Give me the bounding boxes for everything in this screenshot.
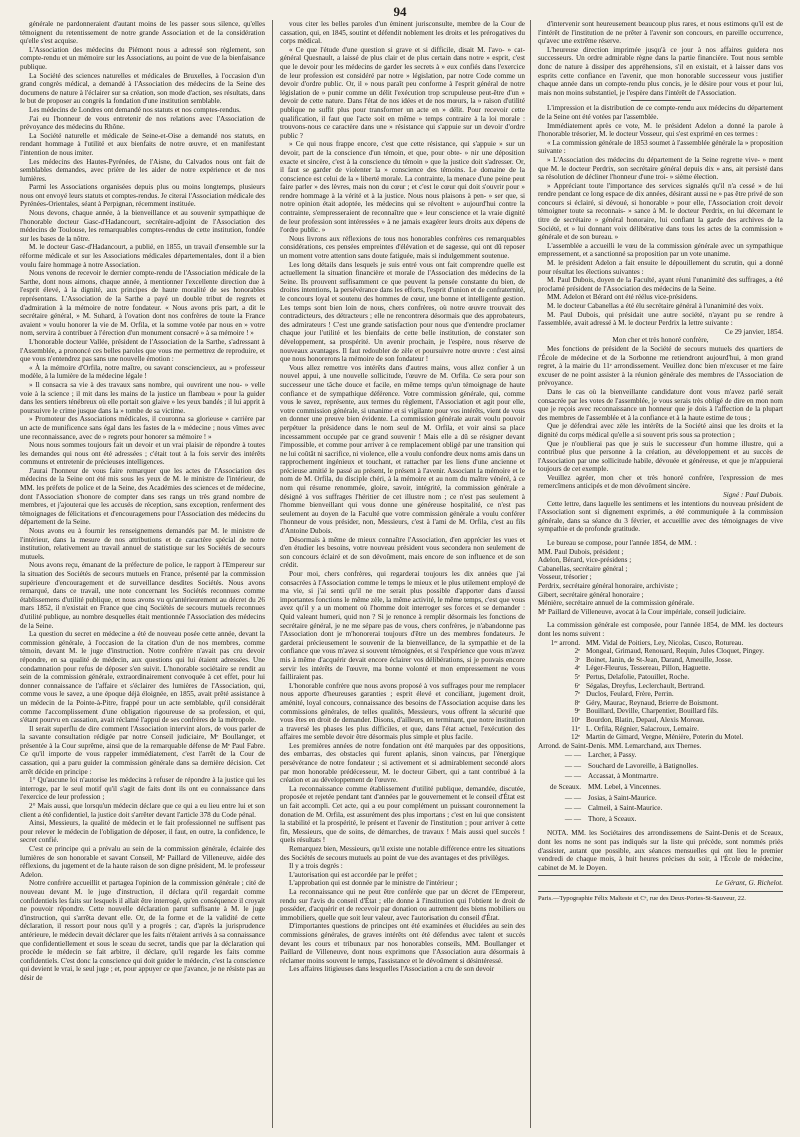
paragraph: » L'Association des médecins du département de la Seine regrette vive- » ment que M. le docteur Perdrix, son secrétaire général depuis dix » ans, ait persisté dans sa résolution de décliner l'honneur d'une troi- » sième élection. bbox=[538, 155, 783, 182]
row-names: Ségalas, Dreyfus, Leclerchault, Bertrand. bbox=[586, 681, 705, 690]
paragraph: L'honorable confrère que nous avons proposé à vos suffrages pour me remplacer nous apporte d'heureuses garanties ; esprit élevé et conciliant, jugement droit, aménité, loyal concours, connaissance des besoins de l'Association acquise dans les commissions générales, de telles qualités, Messieurs, vous offrent la sécurité que vous êtes en droit de demander. Disons, d'ailleurs, en terminant, que notre institution a traversé les phases les plus difficiles, et que, dans l'état actuel, l'exécution des affaires me semble devoir être désormais plus simple et plus facile. bbox=[280, 681, 525, 742]
paragraph: Dans le cas où la bienveillante candidature dont vous m'avez parlé serait consacrée par les votes de l'assemblée, je vous serais très obligé de dire en mon nom que je reçois avec reconnaissance un honneur que je dois à l'affection de la plupart des membres de l'assemblée et à la confiance et à la haute estime de tous ; bbox=[538, 387, 783, 422]
paragraph: L'heureuse direction imprimée jusqu'à ce jour à nos affaires guidera nos successeurs. Un ordre admirable règne dans la partie financière. Tout nous semble donc de nature à dissiper des appréhensions, s'il en existait, et à laisser dans vos esprits cette confiance en l'avenir, que mon honorable successeur vous justifier chaque année dans un compte-rendu plus concis, je le désire pour vous et pour lui, mais non moins substantiel, je l'espère dans l'intérêt de l'Association. bbox=[538, 45, 783, 97]
row-names: Josias, à Saint-Maurice. bbox=[588, 793, 657, 802]
paragraph: Notre confrère accueillit et partagea l'opinion de la commission générale ; cité de nouveau devant M. le juge d'instruction, il déclara qu'il regardait comme confidentiels les faits sur lesquels il allait être interrogé, qu'en conséquence il croyait ne pouvoir répondre. Cette nouvelle déclaration parut suffisante à M. le juge d'instruction, qui s'arrêta devant elle. Or, de la forme et de la validité de cette déclaration, il ressort pour nous qu'il y a progrès ; car, d'après la jurisprudence antérieure, le médecin devait déclarer que les faits n'étaient arrivés à sa connaissance que confidentiellement et sous le sceau du secret, tandis que par la déclaration qui procède le médecin se fait arbitre, il déclare, qu'il regarde les faits comme confidentiels. C'est donc la conscience qui doit guider le médecin, c'est la conscience qui devient le vrai, le seul juge ; et, pour appuyer ce que j'avance, je ne résiste pas au désir de bbox=[20, 879, 265, 982]
row-key: de Sceaux. bbox=[549, 783, 581, 792]
paragraph: MM. Adelon et Bérard ont été réélus vice-présidens. bbox=[547, 293, 698, 302]
paragraph: Les premières années de notre fondation ont été marquées par des oppositions, des embarras, des obstacles qui furent aplanis, sinon vaincus, par l'énergique persévérance de notre fondateur ; si activement et si admirablement secondé alors par mon honorable prédécesseur, M. le docteur Gibert, qui a tant contribué à la création et au développement de l'œuvre. bbox=[280, 741, 525, 785]
row-key: — — bbox=[564, 751, 581, 760]
row-names: Calmeil, à Saint-Maurice. bbox=[588, 804, 663, 813]
row-key: 4ᵉ bbox=[574, 664, 580, 673]
letter-salutation: Mon cher et très honoré confrère, bbox=[612, 336, 709, 345]
row-key: — — bbox=[564, 814, 581, 823]
column-rule-right bbox=[530, 20, 531, 1128]
paragraph: 1° Qu'aucune loi n'autorise les médecins à refuser de répondre à la justice qui les interroge, par le seul motif qu'il s'agit de faits dont ils ont eu connaissance dans l'exercice de leur profession ; bbox=[20, 776, 265, 802]
row-key: 5ᵉ bbox=[574, 672, 580, 681]
footer-rule bbox=[538, 875, 783, 876]
paragraph: M. Paul Dubois, doyen de la Faculté, ayant réuni l'unanimité des suffrages, a été proclamé président de l'Association des médecins de la Seine. bbox=[538, 276, 783, 293]
paragraph: Les affaires litigieuses dans lesquelles l'Association a cru de son devoir bbox=[289, 965, 495, 974]
paragraph: MM. Paul Dubois, président ; bbox=[538, 547, 624, 556]
row-names: Boinet, Janin, de St-Jean, Darand, Ameuille, Josse. bbox=[586, 655, 733, 664]
paragraph: Les long détails dans lesquels je suis entré vous ont fait comprendre quelle est actuellement la situation financière et morale de l'Association des médecins de la Seine. Ils prouvent suffisamment ce que peuvent la pensée constante du bien, de droites intentions, la persévérance dans les efforts, l'esprit d'union et de confraternité, le concours loyal et soutenu des hommes de cœur, une bonne et intelligente gestion. Les temps sont bien loin de nous, chers confrères, où notre œuvre trouvait des contradicteurs, des détracteurs ; elle ne rencontrera désormais que des approbateurs, des admirateurs ! C'est une grande satisfaction pour nous que d'entendre proclamer chaque jour l'utilité et les bienfaits de cette belle institution, de constater son développement, sa prospérité. Un avenir prochain, je l'espère, nous réserve de nouveaux avantages. Il faut redoubler de zèle et poursuivre notre œuvre : c'est ainsi que nous honorerons la mémoire de son fondateur ! bbox=[280, 260, 525, 364]
row-names: Thore, à Sceaux. bbox=[588, 814, 637, 823]
paragraph: L'Association des médecins du Piémont nous a adressé son règlement, son compte-rendu et un mémoire sur les Associations, au point de vue de la bienfaisance publique. bbox=[20, 45, 265, 71]
row-names: Souchard de Lavoreille, à Batignolles. bbox=[588, 761, 699, 770]
district-row bbox=[538, 673, 783, 682]
paragraph: Nous avons reçu, émanant de la préfecture de police, le rapport à l'Empereur sur la situation des Sociétés de secours mutuels en France, présenté par la commission supérieure d'encouragement et de surveillance desdites Sociétés. Nous avons remarqué, dans ce travail, une note concernant les Sociétés reconnues comme établissemens d'utilité publique, et nous avons vu qu'antérieurement au décret du 26 mars 1852, il n'existait en France que cinq Sociétés de secours mutuels reconnues d'utilité publique, au nombre desquelles était mentionnée l'Association des médecins de la Seine. bbox=[20, 561, 265, 630]
paragraph: » Promoteur des Associations médicales, il couronna sa glorieuse » carrière par un acte de munificence sans égal dans les fastes de la » médecine ; nous vîmes avec une reconnaissance, avec de » regrets pour honorer sa mémoire ! » bbox=[20, 415, 265, 441]
paragraph: C'est ce principe qui a prévalu au sein de la commission générale, éclairée des lumières de son honorable et savant Conseil, Mᵉ Paillard de Villeneuve, aidée des réflexions, du jugement et de la haute raison de son digne président, M. le professeur Adelon. bbox=[20, 845, 265, 879]
paragraph: M. le docteur Gasc-d'Hadancourt, a publié, en 1855, un travail d'ensemble sur la réforme médicale et sur les Associations médicales départementales, dont il a bien voulu faire hommage à notre Association. bbox=[20, 243, 265, 269]
row-key: 7ᵉ bbox=[574, 690, 580, 699]
paragraph: La Société naturelle et médicale de Seine-et-Oise a demandé nos statuts, en rendant hommage à l'utilité et aux bienfaits de notre œuvre, et en manifestant l'intention de nous imiter. bbox=[20, 131, 265, 157]
banlieue-row bbox=[538, 803, 783, 814]
paragraph: Adelon, Bérard, vice-présidens ; bbox=[538, 556, 632, 565]
nota-paragraph: NOTA. MM. les Sociétaires des arrondissemens de Saint-Denis et de Sceaux, dont les noms ne sont pas indiqués sur la liste qui précède, sont nommés priés d'assister, autant que possible, aux séances mensuelles qui ont lieu le premier vendredi de chaque mois, à huit heures précises du soir, à l'École de médecine, cabinet de M. le Doyen. bbox=[538, 829, 783, 872]
paragraph: Les médecins des Hautes-Pyrénées, de l'Aisne, du Calvados nous ont fait de semblables demandes, avec prière de les aider de notre expérience et de nos lumières. bbox=[20, 157, 265, 183]
row-names: Pertus, Delafolie, Patouillet, Roche. bbox=[586, 672, 690, 681]
gerant-signature: Le Gérant, G. Richelot. bbox=[715, 879, 783, 888]
paragraph: » Il consacra sa vie à des travaux sans nombre, qui ouvrirent une nou- » velle voie à la science ; il mit dans les mains de la justice un flambeau » pour la guider dans les sentiers ténébreux où elle portait son glaive » les yeux bandés ; il lui apprit à poursuivre le crime jusque dans la » tombe de sa victime. bbox=[20, 380, 265, 415]
paragraph: Gibert, secrétaire général honoraire ; bbox=[538, 590, 644, 599]
paragraph: Que je n'oublierai pas que je suis le successeur d'un homme illustre, qui a contribué plus que personne à la création, au développement et au succès de l'Association par une sollicitude habile, dévouée et généreuse, et que je m'appuierai toujours de cet exemple. bbox=[538, 439, 783, 474]
page-number: 94 bbox=[393, 4, 407, 19]
paragraph: L'autorisation qui est accordée par le préfet ; bbox=[289, 870, 418, 879]
footer-rule-2 bbox=[538, 891, 783, 892]
district-row bbox=[538, 682, 783, 691]
paragraph: Nous venons de recevoir le dernier compte-rendu de l'Association médicale de la Sarthe, dont nous aimons, chaque année, à mentionner l'excellente direction due à l'esprit élevé, à la dignité, aux principes de haute moralité de ses honorables représentans. L'Association de la Sarthe a payé un double tribut de regrets et d'admiration à la mémoire de notre fondateur. « Nous avons pris part, a dit le secrétaire général, » M. Suhard, à l'ovation dont nos confrères de toute la France avaient » voulu honorer la vie de M. Orfila, et la somme votée par nous en » votre nom, servira à contribuer à l'érection d'un monument consacré » à sa mémoire ! » bbox=[20, 269, 265, 338]
district-row bbox=[538, 733, 783, 742]
bureau-list bbox=[538, 548, 783, 617]
row-names: Mongeal, Grimaud, Renouard, Requin, Jules Cloquet, Pingey. bbox=[586, 647, 764, 656]
paragraph: L'assemblée a accueilli le vœu de la commission générale avec un sympathique empressement, et a sanctionné sa proposition par un vote unanime. bbox=[538, 241, 783, 259]
paragraph: L'impression et la distribution de ce compte-rendu aux médecins du département de la Seine ont été votées par l'assemblée. bbox=[538, 104, 783, 121]
letter-date: Ce 29 janvier, 1854. bbox=[724, 327, 783, 336]
paragraph: M. le président Adelon a fait ensuite le dépouillement du scrutin, qui a donné pour résultat les élections suivantes : bbox=[538, 259, 783, 276]
banlieue-row bbox=[538, 761, 783, 772]
letter-body bbox=[538, 345, 783, 491]
text-column-3 bbox=[538, 20, 783, 1128]
paragraph: Pour moi, chers confrères, qui regarderai toujours les dix années que j'ai consacrées à l'Association comme le temps le mieux et le plus utilement employé de ma vie, si j'ai senti qu'il ne me serait plus possible d'apporter dans d'aussi importantes fonctions le même zèle, la même activité, le même temps, c'est que vous avez qu'il y a un moment où l'homme doit interroger ses forces et se demander : Quid valeant humeri, quid non ? Si je renonce à remplir désormais les fonctions de secrétaire général, je ne me sépare pas de vous, chers confrères, je n'abandonne pas l'Association dont je m'honorerai toujours d'être un des membres fondateurs. Je garderai précieusement le souvenir de la bienveillance, de la sympathie et de la confiance que vous m'avez si souvent témoignées, et si l'expérience que vous m'avez mis à même d'acquérir devait encore éclairer vos délibérations, si je pouvais encore servir les intérêts de l'œuvre, ma bonne volonté et mon empressement ne vous failliraient pas. bbox=[280, 570, 525, 682]
paragraph: Vosseur, trésorier ; bbox=[538, 573, 592, 582]
paragraph: 2° Mais aussi, que lorsqu'un médecin déclare que ce qui a eu lieu entre lui et son client a été confidentiel, la justice doit s'arrêter devant l'article 378 du Code pénal. bbox=[20, 802, 265, 819]
paragraph: « À la mémoire d'Orfila, notre maître, ou savant consciencieux, au » professeur modèle, à la lumière de la médecine légale ! bbox=[20, 363, 265, 381]
row-names: MM. Lebel, à Vincennes. bbox=[588, 783, 661, 792]
paragraph: Ainsi, Messieurs, la qualité de médecin et le fait professionnel ne suffisent pas pour relever le médecin de l'obligation de déposer, il faut, en outre, la confidence, le secret confié. bbox=[20, 819, 265, 845]
row-key: 6ᵉ bbox=[574, 681, 580, 690]
letter-signature: Signé : Paul Dubois. bbox=[723, 491, 783, 500]
paragraph: Remarquez bien, Messieurs, qu'il existe une notable différence entre les situations des Sociétés de secours mutuels au point de vue des avantages et des privilèges. bbox=[280, 845, 525, 862]
paragraph: Les médecins de Londres ont demandé nos statuts et nos comptes-rendus. bbox=[29, 105, 241, 114]
col3-after-letter bbox=[538, 500, 783, 534]
row-names: Larcher, à Passy. bbox=[588, 751, 637, 760]
row-names: L. Orfila, Régnier, Salacroux, Lemaire. bbox=[586, 724, 699, 733]
paragraph: La question du secret en médecine a été de nouveau posée cette année, devant la commission générale, à l'occasion de la citation d'un de nos membres, comme témoin, devant M. le juge d'instruction. Notre confrère n'avait pas cru devoir répondre, en sa qualité de médecin, aux questions qui lui étaient adressées. Une condamnation pour refus de déposer s'en suivit. L'honorable sociétaire se rendit au sein de la commission générale, extraordinairement convoquée à cet effet, pour lui donner connaissance de l'affaire et s'éclairer des lumières de l'Association, qui, comme vous le savez, a une époque déjà éloignée, en 1855, avait prêté assistance à un médecin de la Pointe-à-Pitre, frappé pour un acte semblable, qu'il considérait comme l'accomplissement d'une obligation rigoureuse de sa profession, et qui, s'étant pourvu en cassation, avait réclamé l'appui de ses confrères de la métropole. bbox=[20, 630, 265, 725]
row-key: — — bbox=[564, 772, 581, 781]
row-key: 9ᵉ bbox=[574, 707, 580, 716]
paragraph: L'approbation qui est donnée par le ministre de l'intérieur ; bbox=[289, 879, 458, 888]
row-names: Géry, Maurac, Reynaud, Brierre de Boismont. bbox=[586, 698, 719, 707]
banlieue-row bbox=[538, 782, 783, 793]
paragraph: » Ce qui nous frappe encore, c'est que cette résistance, qui s'appuie » sur un devoir, part de la conscience d'un témoin, et que, pour obte- » nir une déposition exacte et sincère, c'est à la conscience du témoin » que la justice doit s'adresser. Or, il faut se garder de violenter la » conscience des témoins. Le domaine de la conscience est celui de la » liberté morale. La contrainte, la menace d'une peine peut faire parler » des lèvres, mais non du cœur ; et c'est le cœur qui doit s'ouvrir pour » rendre hommage à la vérité et à la justice. Nous nous plaisons à pen- » ser que, si notre opinion était adoptée, les médecins qui se révoltent » aujourd'hui contre la contrainte, s'empresseraient de reconnaître que » leur conscience et la vraie dignité de leur profession sont intéressées » à ne jamais exagérer leurs droits aux dépens de l'ordre public. » bbox=[280, 140, 525, 235]
banlieue-intro: Arrond. de Saint-Denis. MM. Lemarchand, aux Thernes. bbox=[538, 741, 702, 750]
district-table bbox=[538, 639, 783, 742]
paragraph: La reconnaissance comme établissement d'utilité publique, demandée, discutée, proposée et rejetée pendant tant d'années par le gouvernement et le conseil d'État est un fait accompli. Cet acte, qui a eu pour complément un puissant couronnement la donation de M. Orfila, est assurément des plus importans ; c'est en lui que consistent la stabilité et la prospérité, le présent et l'avenir de l'institution ; pour arriver à cette fin, Messieurs, que de soins, de démarches, de travaux ! Mais aussi quel succès ! quels résultats ! bbox=[280, 784, 525, 845]
col3-top-paragraphs bbox=[538, 20, 783, 97]
row-key: — — bbox=[564, 804, 581, 813]
row-names: Duclos, Feulard, Frère, Perrin. bbox=[586, 690, 674, 699]
paragraph: Cabanellas, secrétaire général ; bbox=[538, 564, 628, 573]
paragraph: » Appréciant toute l'importance des services signalés qu'il n'a cessé » de lui rendre pendant ce long espace de dix années, désirant aussi ne » pas être privé de son concours si éclairé, si dévoué, si honorable » pour elle, l'Association croit devoir témoigner toute sa reconnais- » sance à M. le docteur Perdrix, en lui décernant le titre de secrétaire » général honoraire, lui confiant la garde des archives de la Société, et » lui donnant voix délibérative dans tous les actes de la commission » générale et de son bureau. » bbox=[538, 181, 783, 242]
paragraph: Que je défendrai avec zèle les intérêts de la Société ainsi que les droits et la dignité du corps médical qu'elle a si souvent pris sous sa protection ; bbox=[538, 422, 783, 439]
banlieue-row bbox=[538, 750, 783, 761]
row-key: 12ᵉ bbox=[570, 733, 580, 742]
paragraph: Nous nous sommes toujours fait un devoir et un vrai plaisir de répondre à toutes les demandes qui nous ont été adressées ; c'était tout à la fois servir des intérêts communs et entretenir de précieuses intelligences. bbox=[20, 441, 265, 467]
paragraph: Il serait superflu de dire comment l'Association intervint alors, de vous parler de la savante consultation rédigée par notre Conseil judiciaire, Mᵉ Boullanger, et présentée à la Cour suprême, ainsi que de la remarquable défense de Mᵉ Paul Fabre. Ce qu'il importe de vous rappeler immédiatement, c'est l'arrêt de la Cour de cassation, qui a paru guider la commission générale dans sa dernière décision. Cet arrêt décide en principe : bbox=[20, 724, 265, 776]
paragraph: Parmi les Associations organisées depuis plus ou moins longtemps, plusieurs nous ont envoyé leurs statuts et comptes-rendus. Je citerai l'Association médicale des Pyrénées-Orientales, séant à Perpignan, récemment instituée. bbox=[20, 183, 265, 209]
paragraph: vous citer les belles paroles d'un éminent jurisconsulte, membre de la Cour de cassation, qui, en 1845, soutint et défendit noblement les droits et les prérogatives du corps médical. bbox=[280, 20, 525, 46]
row-key: 3ᵉ bbox=[574, 655, 580, 664]
banlieue-table bbox=[538, 750, 783, 824]
row-key: 8ᵉ bbox=[574, 698, 580, 707]
district-row bbox=[538, 707, 783, 716]
row-names: Bourdon, Blatin, Depaul, Alexis Moreau. bbox=[586, 715, 705, 724]
district-row bbox=[538, 664, 783, 673]
district-row bbox=[538, 716, 783, 725]
paragraph: J'ai eu l'honneur de vous entretenir de nos relations avec l'Association de prévoyance des médecins du Rhône. bbox=[20, 114, 265, 132]
row-names: Accassat, à Montmartre. bbox=[588, 772, 659, 781]
paragraph: La Société des sciences naturelles et médicales de Bruxelles, à l'occasion d'un grand congrès médical, a demandé à l'Association des médecins de la Seine des documens de nature à l'éclairer sur sa création, son mode d'action, ses résultats, dans le but de proposer au congrès la fondation d'une institution semblable. bbox=[20, 71, 265, 106]
paragraph: Vous allez remettre vos intérêts dans d'autres mains, vous allez confier à un nouvel appui, à une nouvelle sollicitude, l'œuvre de M. Orfila. Ce sera pour son successeur une tâche douce et facile, en même temps qu'un témoignage de haute confiance et de sympathique déférence. Votre commission générale, qui, comme vous le savez, représente, aux termes du règlement, l'Association et agit pour elle, votre commission générale, si unanime et si vigilante pour vos intérêts, vient de vous en donner une preuve bien évidente. La commission générale aurait voulu pouvoir perpétuer la présidence dans le nom seul de M. Orfila, et voir ainsi sa place incessamment occupée par ce grand souvenir ! Mais elle a dû se résigner devant l'impossible, et comme pour arriver à ce remplacement obligé par une transition qui ne lui coûtât ni sacrifice, ni violence, elle a voulu confondre deux noms amis dans un rapprochement ingénieux et touchant, et rattacher par les liens d'une ancienne et précieuse amitié le passé au présent, le présent à l'avenir. Associant la mémoire et le nom de M. Orfila, du disciple chéri, à la mémoire et au nom du maître vénéré, à ce nom qui résume renommée, gloire, savoir, intégrité, la commission générale a désigné à vos suffrages l'héritier de cet illustre nom ; ce n'est pas seulement à l'homme bienveillant qui vous donne une généreuse hospitalité, ce n'est pas seulement au doyen de la Faculté que votre commission générale a voulu conférer l'honneur de vous présider, non, Messieurs, c'est à l'ami de M. Orfila, c'est au fils d'Antoine Dubois. bbox=[280, 363, 525, 536]
paragraph: D'importantes questions de principes ont été examinées et élucidées au sein des commissions générales, de graves intérêts ont été défendus avec talent et succès devant les cours et tribunaux par nos honorables conseils, MM. Boullanger et Paillard de Villeneuve, dont nous exprimons que l'Association aura désormais à réclamer moins souvent le temps, l'assistance et le dévoûment si désintéressé. bbox=[280, 922, 525, 965]
row-key: — — bbox=[564, 793, 581, 802]
district-row bbox=[538, 647, 783, 656]
section-divider bbox=[631, 100, 691, 101]
paragraph: Désormais à même de mieux connaître l'Association, d'en apprécier les vues et d'en étudier les besoins, votre nouveau président vous secondera non seulement de son concours éclairé et de son dévoûment, mais encore de son influence et de son crédit. bbox=[280, 535, 525, 570]
paragraph: Nous devons, chaque année, à la bienveillance et au souvenir sympathique de l'honorable docteur Gasc-d'Hadancourt, secrétaire-adjoint de l'Association des médecins de Toulouse, les remarquables comptes-rendus de cette institution, fondée sur les bases de la nôtre. bbox=[20, 209, 265, 243]
paragraph: Perdrix, secrétaire général honoraire, archiviste ; bbox=[538, 582, 678, 590]
paragraph: « La commission générale de 1853 soumet à l'assemblée générale la » proposition suivante : bbox=[538, 138, 783, 156]
column-rule-left bbox=[272, 20, 273, 1128]
district-row bbox=[538, 639, 783, 648]
row-names: MM. Vidal de Poitiers, Ley, Nicolas, Cusco, Rotureau. bbox=[586, 638, 744, 647]
paragraph: Mᵉ Paillard de Villeneuve, avocat à la Cour impériale, conseil judiciaire. bbox=[538, 607, 746, 616]
row-names: Martin de Gimard, Vergne, Ménière, Poterin du Motel. bbox=[586, 733, 744, 742]
paragraph: M. le docteur Cabanellas a été élu secrétaire général à l'unanimité des voix. bbox=[547, 302, 764, 310]
row-key: 1ᵉʳ arrond. bbox=[550, 638, 580, 647]
row-names: Léger-Fleurus, Tessereau, Pillon, Haguette. bbox=[586, 664, 711, 673]
district-row bbox=[538, 690, 783, 699]
banlieue-row bbox=[538, 793, 783, 804]
paragraph: d'intervenir sont heureusement beaucoup plus rares, et nous estimons qu'il est de l'intérêt de l'institution de ne prêter à l'avenir son concours, en pareille occurrence, qu'avec une extrême réserve. bbox=[538, 20, 783, 46]
text-column-2 bbox=[280, 20, 525, 1128]
paragraph: Cette lettre, dans laquelle les sentimens et les intentions du nouveau président de l'Association sont si dignement exprimés, a été communiquée à la commission générale, dans sa séance du 3 février, et accueillie avec des témoignages de vive sympathie et de profonde gratitude. bbox=[538, 499, 783, 534]
district-row bbox=[538, 725, 783, 734]
text-column-1 bbox=[20, 20, 265, 1128]
paragraph: « Ce que l'étude d'une question si grave et si difficile, disait M. l'avo- » cat-général Quesnault, a laissé de plus clair et de plus certain dans notre » esprit, c'est que le devoir pour les médecins de garder les secrets à » eux confiés dans l'exercice de leur profession est considéré par notre » législation, par notre Code comme un devoir d'ordre public. Or, il » nous paraît peu conforme à l'esprit général de notre législation de » punir comme un délit l'exécution trop scrupuleuse peut-être d'un » devoir de cette nature. Dans l'état de nos idées et de nos mœurs, la » raison d'utilité publique ne suffit plus pour transformer un acte en » délit. Pour recevoir cette qualification, il faut que l'acte soit en même » temps contraire à la loi morale : trouvons-nous ce caractère dans une » résistance qui s'appuie sur un devoir d'ordre public ? bbox=[280, 45, 525, 140]
row-key: 10ᵉ bbox=[570, 715, 580, 724]
banlieue-row bbox=[538, 771, 783, 782]
paragraph: Veuillez agréer, mon cher et très honoré confrère, l'expression de mes remercîmens anticipés et de mon dévoûment sincère. bbox=[538, 473, 783, 491]
paragraph: Mes fonctions de président de la Société de secours mutuels des quartiers de l'École de médecine et de la Sorbonne me retiendront aujourd'hui, à mon grand regret, à la mairie du 11ᵉ arrondissement. Veuillez donc bien m'excuser et me faire excuser de ne point assister à la réunion générale des membres de l'Association de prévoyance. bbox=[538, 344, 783, 388]
paragraph: Immédiatement après ce vote, M. le président Adelon a donné la parole à l'honorable trésorier, M. le docteur Vosseur, qui s'est exprimé en ces termes : bbox=[538, 121, 783, 139]
banlieue-row bbox=[538, 814, 783, 825]
district-row bbox=[538, 656, 783, 665]
paragraph: Ménière, secrétaire annuel de la commission générale. bbox=[538, 599, 695, 608]
col3-proceedings bbox=[538, 104, 783, 327]
paragraph: La reconnaissance qui ne peut être conférée que par un décret de l'Empereur, rendu sur l'avis du conseil d'État ; elle donne à l'institution qui l'obtient le droit de posséder, d'acquérir et de recevoir par donation ou autrement des biens mobiliers ou immobiliers, quelle que soit leur valeur, avec l'autorisation du conseil d'État. bbox=[280, 887, 525, 922]
paragraph: L'honorable docteur Vallée, président de l'Association de la Sarthe, s'adressant à l'Assemblée, a prononcé ces belles paroles que vous me permettrez de reproduire, et que vous n'entendrez pas sans une nouvelle émotion : bbox=[20, 337, 265, 364]
row-key: 2ᵉ bbox=[574, 647, 580, 656]
paragraph: Nous livrons aux réflexions de tous nos honorables confrères ces remarquables considérations, ces pensées empreintes d'élévation et de sagesse, qui ont dû reposer un moment votre attention sans doute fatiguée, mais si indulgemment soutenue. bbox=[280, 234, 525, 261]
paragraph: Nous avons eu à fournir les renseignemens demandés par M. le ministre de l'intérieur, dans la mesure de nos attributions et de caractère spécial de notre institution, relativement au travail annuel de statistique sur les Sociétés de secours mutuels. bbox=[20, 527, 265, 561]
row-key: 11ᵉ bbox=[571, 724, 580, 733]
paragraph: Il y a trois degrés : bbox=[289, 862, 343, 871]
paragraph: M. Paul Dubois, qui présidait une autre société, n'ayant pu se rendre à l'assemblée, avait adressé à M. le docteur Perdrix la lettre suivante : bbox=[538, 310, 783, 328]
paragraph: J'aurai l'honneur de vous faire remarquer que les actes de l'Association des médecins de la Seine ont été mis sous les yeux de M. le ministre de l'intérieur, de MM. les préfets de police et de la Seine, des Académies des sciences et de médecine, dont l'Association s'honore de compter dans ses rangs un très grand nombre de membres, et j'ajouterai que les accusés de réception, sans exception, renferment des témoignages de félicitations et d'encouragemens pour l'Association des médecins du département de la Seine. bbox=[20, 466, 265, 527]
district-row bbox=[538, 699, 783, 708]
row-key: — — bbox=[564, 761, 581, 770]
paragraph: générale ne pardonneraient d'autant moins de les passer sous silence, qu'elles témoignent du retentissement de notre grande Association et de la considération qu'elle s'est acquise. bbox=[20, 20, 265, 46]
commission-intro: La commission générale est composée, pour l'année 1854, de MM. les docteurs dont les noms suivent : bbox=[538, 621, 783, 638]
printer-line: Paris.—Typographie Félix Malteste et Cᵉ, rue des Deux-Portes-St-Sauveur, 22. bbox=[538, 895, 746, 902]
row-names: Bouillard, Deville, Charpentier, Bouillard fils. bbox=[586, 707, 719, 716]
bureau-intro: Le bureau se compose, pour l'année 1854, de MM. : bbox=[547, 539, 697, 548]
